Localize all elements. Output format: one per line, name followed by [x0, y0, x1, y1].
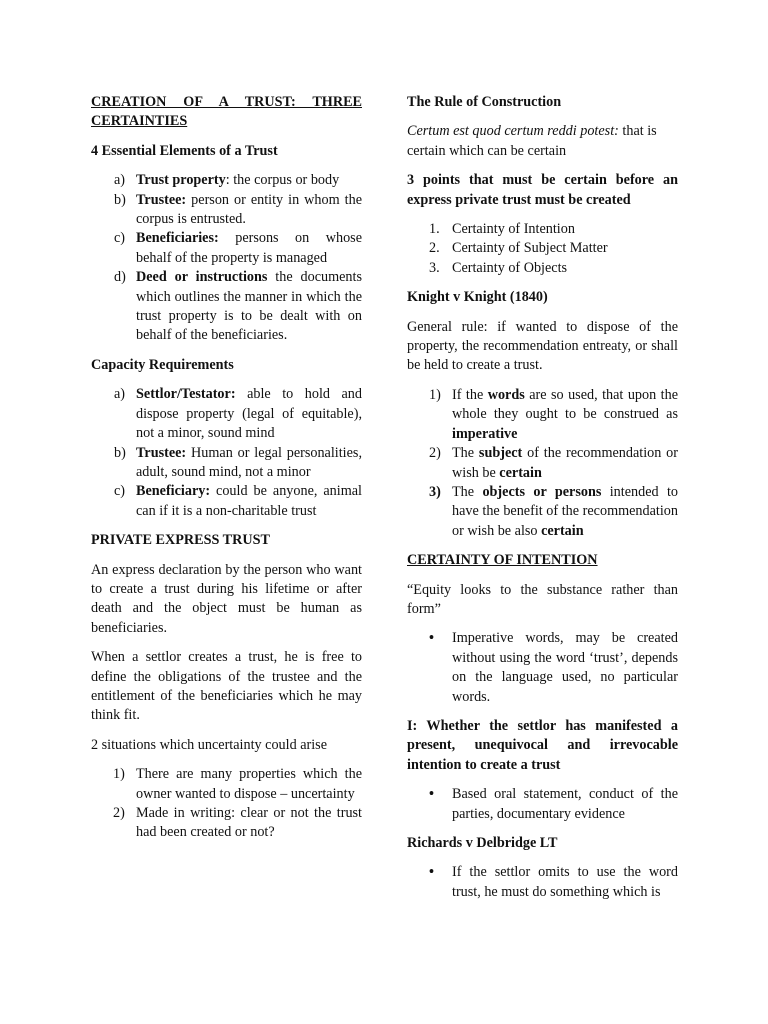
list-marker: c): [114, 230, 126, 247]
capacity-list: [91, 385, 362, 521]
list-marker: b): [114, 191, 126, 208]
situations-intro: 2 situations which uncertainty could arise: [91, 736, 328, 753]
list-marker: a): [114, 386, 126, 403]
term: Settlor/Testator:: [136, 386, 236, 403]
emphasis: words: [487, 386, 525, 403]
emphasis: objects or persons: [482, 483, 602, 500]
term: Trustee:: [136, 191, 187, 208]
list-item: [91, 191, 362, 230]
list-text: Made in writing: clear or not the trust had been created or not?: [136, 805, 362, 841]
document-title: CREATION OF A TRUST: THREE CERTAINTIES: [91, 94, 362, 130]
right-column: [407, 93, 678, 912]
text: of the recommendation or wish be: [452, 445, 678, 481]
list-text: Certainty of Objects: [452, 259, 568, 276]
emphasis: certain: [541, 522, 584, 539]
list-item: [407, 785, 678, 824]
list-marker: 3): [429, 483, 441, 500]
latin-maxim: [407, 122, 678, 161]
list-item: [407, 483, 678, 541]
text: If the: [452, 386, 488, 403]
list-item: [91, 804, 362, 843]
essential-elements-heading: 4 Essential Elements of a Trust: [91, 142, 278, 159]
whether-heading: I: Whether the settlor has manifested a present, unequivocal and irrevocable intention to create a trust: [407, 717, 678, 773]
list-marker: 1): [429, 386, 441, 403]
maxim-english: that is certain which can be certain: [407, 123, 657, 159]
text: The: [452, 445, 479, 462]
emphasis: imperative: [452, 425, 518, 442]
left-column: [91, 93, 362, 853]
capacity-heading: Capacity Requirements: [91, 356, 234, 373]
list-marker: 1): [113, 766, 125, 783]
list-item: [407, 444, 678, 483]
list-marker: 2): [429, 445, 441, 462]
certainties-list: [407, 220, 678, 278]
list-item: [91, 482, 362, 521]
list-item: [407, 259, 678, 278]
bullet-list: [407, 629, 678, 707]
case-heading-richards: Richards v Delbridge LT: [407, 835, 558, 851]
rule-of-construction-heading: The Rule of Construction: [407, 94, 562, 110]
certainty-of-intention-heading: CERTAINTY OF INTENTION: [407, 552, 598, 569]
list-marker: 3.: [429, 259, 440, 276]
private-express-trust-heading: PRIVATE EXPRESS TRUST: [91, 532, 270, 549]
bullet-list: [407, 863, 678, 902]
knight-rules-list: [407, 386, 678, 541]
equity-quote: “Equity looks to the substance rather than form”: [407, 581, 678, 617]
list-item: [407, 220, 678, 239]
list-item: [91, 385, 362, 443]
list-text: If the settlor omits to use the word trust, he must do something which is: [452, 864, 678, 900]
list-marker: c): [114, 483, 126, 500]
text: are so used, that upon the whole they ought to be construed as: [452, 386, 678, 423]
term: Trustee:: [136, 444, 187, 461]
list-item: [407, 386, 678, 444]
term: Beneficiary:: [136, 483, 211, 500]
situations-list: [91, 765, 362, 843]
list-text: Certainty of Subject Matter: [452, 240, 608, 257]
definition: person or entity in whom the corpus is entrusted.: [136, 191, 362, 228]
term: Trust property: [136, 172, 226, 189]
list-item: [91, 268, 362, 346]
list-item: [91, 171, 362, 190]
definition: the documents which outlines the manner in which the trust property is to be dealt with on behalf of the beneficiaries.: [136, 269, 362, 344]
bullet-icon: •: [429, 786, 434, 803]
list-marker: 2): [113, 805, 125, 821]
three-points-heading: 3 points that must be certain before an express private trust must be created: [407, 172, 678, 208]
list-item: [407, 239, 678, 258]
term: Deed or instructions: [136, 269, 268, 286]
definition: able to hold and dispose property (legal of equitable), not a minor, sound mind: [136, 386, 362, 442]
definition: could be anyone, animal can if it is a non-charitable trust: [136, 483, 362, 519]
list-item: [91, 229, 362, 268]
list-item: [91, 444, 362, 483]
paragraph: General rule: if wanted to dispose of the property, the recommendation entreaty, or shall be held to create a trust.: [407, 318, 678, 374]
definition: Human or legal personalities, adult, sound mind, not a minor: [136, 444, 362, 480]
paragraph: An express declaration by the person who want to create a trust during his lifetime or after death and the object must be human as beneficiaries.: [91, 561, 362, 636]
bullet-icon: •: [429, 630, 434, 647]
list-marker: b): [114, 444, 126, 461]
case-heading-knight: Knight v Knight (1840): [407, 289, 548, 306]
bullet-list: [407, 785, 678, 824]
list-marker: 1.: [429, 221, 440, 238]
definition: : the corpus or body: [225, 172, 340, 189]
text: The: [452, 483, 483, 500]
text: intended to have the benefit of the recommendation or wish be also: [452, 483, 679, 539]
list-item: [91, 765, 362, 804]
list-item: [407, 863, 678, 902]
list-text: Based oral statement, conduct of the parties, documentary evidence: [452, 786, 678, 822]
essential-elements-list: [91, 171, 362, 346]
list-text: Certainty of Intention: [452, 221, 575, 238]
list-marker: 2.: [429, 240, 440, 257]
list-marker: a): [114, 172, 126, 189]
paragraph: When a settlor creates a trust, he is free to define the obligations of the trustee and the entitlement of the beneficiaries which he may think fit.: [91, 649, 362, 724]
emphasis: certain: [499, 464, 542, 481]
list-item: [407, 629, 678, 707]
list-marker: d): [114, 269, 126, 286]
list-text: Imperative words, may be created without using the word ‘trust’, depends on the language used, no particular words.: [452, 630, 678, 705]
term: Beneficiaries:: [136, 230, 219, 247]
bullet-icon: •: [429, 864, 434, 881]
emphasis: subject: [478, 445, 523, 462]
definition: persons on whose behalf of the property is managed: [136, 230, 362, 266]
maxim-latin: Certum est quod certum reddi potest:: [407, 123, 619, 140]
list-text: There are many properties which the owner wanted to dispose – uncertainty: [136, 766, 362, 802]
